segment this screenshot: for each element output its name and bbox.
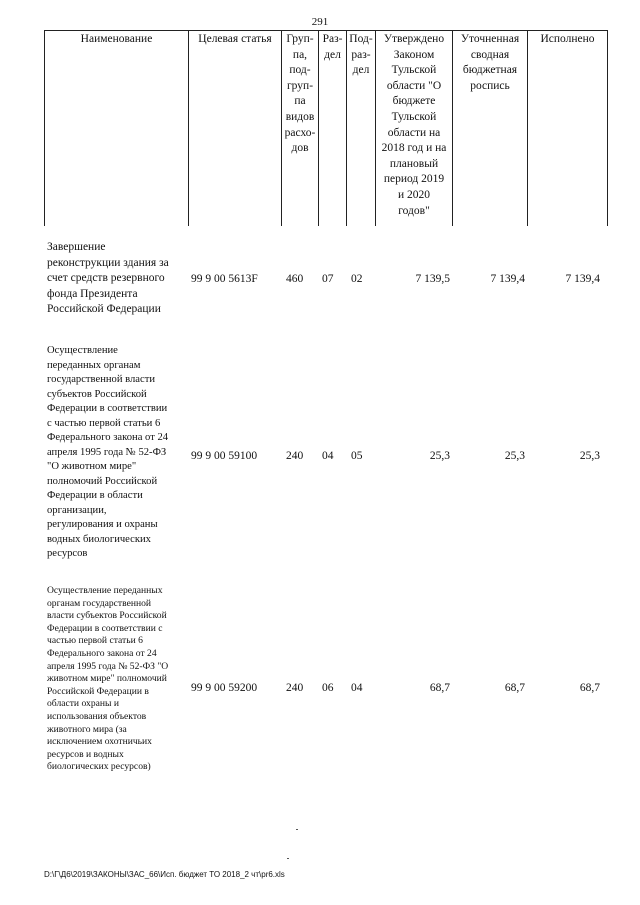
row-subsection: 05 <box>351 450 363 462</box>
row-expense-group: 240 <box>286 450 304 462</box>
row-section: 07 <box>322 273 334 285</box>
row-subsection: 04 <box>351 682 363 694</box>
row-approved: 25,3 <box>429 450 450 462</box>
row-refined: 68,7 <box>504 682 525 694</box>
scan-speck <box>296 829 298 830</box>
header-name: Наименование <box>80 33 153 45</box>
row-refined: 25,3 <box>504 450 525 462</box>
row-section: 04 <box>322 450 334 462</box>
col-border-1 <box>188 30 189 226</box>
row-name: Осуществление переданных органам государственной власти субъектов Российской Федерации в соответствии с частью первой статьи 6 Федерального закона от 24 апреля 1995 года № 52-ФЗ "О животном мире" полномочий Российской Федерации в области охраны и использования объектов животного мира (за исключением охотничьих ресурсов и водных биологических ресурсов) <box>47 585 169 773</box>
col-border-right <box>607 30 608 226</box>
header-target-article: Целевая статья <box>198 33 272 45</box>
header-section: Раз- дел <box>322 33 343 61</box>
col-border-7 <box>527 30 528 226</box>
row-approved: 7 139,5 <box>415 273 450 285</box>
row-expense-group: 240 <box>286 682 304 694</box>
row-approved: 68,7 <box>429 682 450 694</box>
header-top-border <box>44 30 608 31</box>
file-path-footer: D:\Г\Д6\2019\ЗАКОНЫ\ЗАС_66\Исп. бюджет ТО 2018_2 чт\pr6.xls <box>44 870 285 879</box>
scan-speck <box>287 858 289 859</box>
row-executed: 68,7 <box>579 682 600 694</box>
row-target-article: 99 9 00 59200 <box>191 682 258 694</box>
row-executed: 25,3 <box>579 450 600 462</box>
row-target-article: 99 9 00 5613F <box>191 273 258 285</box>
header-approved: Утверждено Законом Тульской области "О бюджете Тульской области на 2018 год и на плановый период 2019 и 2020 годов" <box>381 33 447 217</box>
row-target-article: 99 9 00 59100 <box>191 450 258 462</box>
col-border-left <box>44 30 45 226</box>
row-name: Завершение реконструкции здания за счет средств резервного фонда Президента Российской Федерации <box>47 241 169 316</box>
row-executed: 7 139,4 <box>565 273 600 285</box>
row-expense-group: 460 <box>286 273 304 285</box>
row-section: 06 <box>322 682 334 694</box>
row-refined: 7 139,4 <box>490 273 525 285</box>
row-name: Осуществление переданных органам государственной власти субъектов Российской Федерации в соответствии с частью первой статьи 6 Федерального закона от 24 апреля 1995 года № 52-ФЗ "О животном мире" полномочий Российской Федерации в области организации, регулирования и охраны водных биологических ресурсов <box>47 345 169 559</box>
header-executed: Исполнено <box>540 33 595 45</box>
page-number: 291 <box>311 16 329 28</box>
header-subsection: Под- раз- дел <box>349 33 373 77</box>
header-refined: Уточненная сводная бюджетная роспись <box>460 33 520 92</box>
row-subsection: 02 <box>351 273 363 285</box>
header-expense-group: Груп- па, под- груп- па видов расхо- дов <box>284 33 316 155</box>
